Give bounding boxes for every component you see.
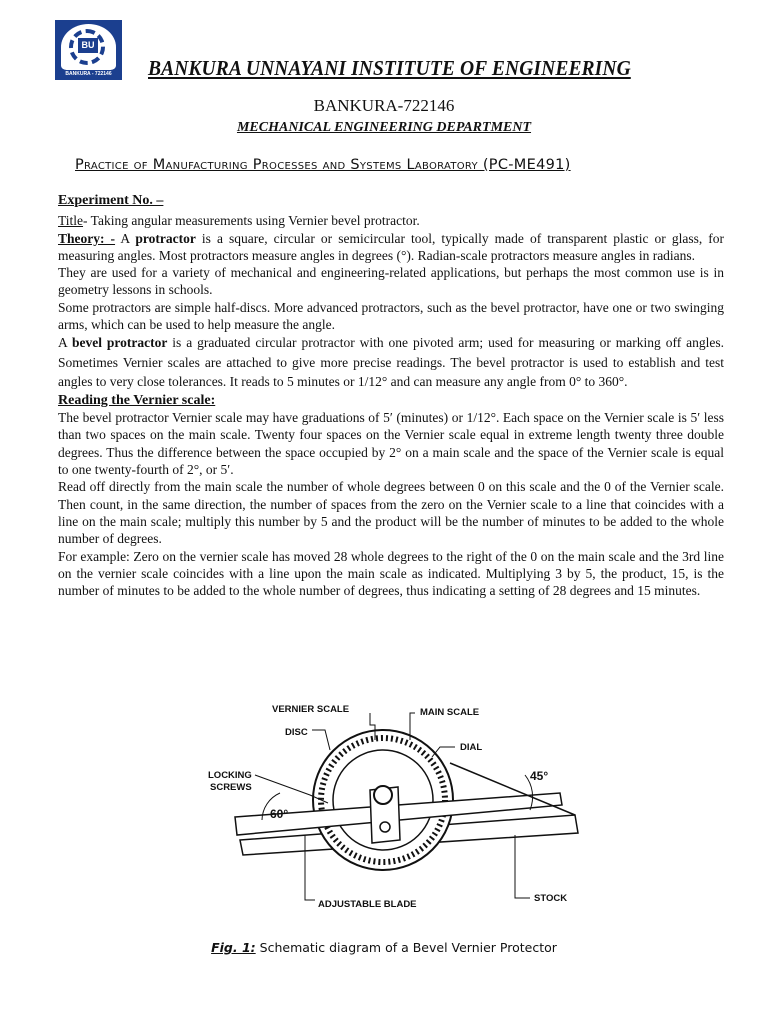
- theory-term: bevel protractor: [71, 335, 168, 351]
- theory-text: is a graduated circular protractor with one pivoted arm; used for measuring or marking off angles. Sometimes Vernier scales are attached to give more precise readings. The bevel protractor is used to establish and test angles to very close tolerances. It reads to 5 minutes or 1/12° and can measure any angle from 0° to 360°.: [58, 335, 725, 390]
- caption-label: Fig. 1:: [211, 940, 256, 955]
- theory-text: A: [115, 230, 136, 246]
- label-vernier-scale: VERNIER SCALE: [272, 704, 350, 715]
- theory-paragraph-3: Some protractors are simple half-discs. More advanced protractors, such as the bevel protractor, have one or two swinging arms, which can be used to help measure the angle.: [58, 299, 724, 333]
- institute-pin: BANKURA-722146: [313, 96, 455, 115]
- label-adjustable-blade: ADJUSTABLE BLADE: [318, 899, 417, 910]
- reading-paragraph-3: For example: Zero on the vernier scale has moved 28 whole degrees to the right of the 0 on the main scale and the 3rd line on the vernier scale coincides with a line upon the main scale as indicated. Multiplying 3 by 5, the product, 15, is the number of minutes to be added to the whole number of degrees, thus indicating a setting of 28 degrees and 15 minutes.: [58, 548, 724, 599]
- label-main-scale: MAIN SCALE: [420, 707, 480, 718]
- reading-paragraph-2: Read off directly from the main scale the number of whole degrees between 0 on this scale and the 0 of the Vernier scale. Then count, in the same direction, the number of spaces from the zero on the Vernier scale to a line that coincides with a line on the main scale; multiply this number by 5 and the product will be the number of minutes to be added to the whole number of degrees.: [58, 479, 724, 547]
- logo-text: BU: [78, 38, 98, 53]
- theory-paragraph-1: [58, 230, 724, 265]
- locking-screw: [380, 822, 390, 832]
- experiment-number: Experiment No. –: [58, 193, 164, 208]
- label-dial: DIAL: [460, 742, 483, 753]
- theory-label: Theory: -: [58, 230, 116, 246]
- title-label: Title: [58, 213, 84, 229]
- label-screws: SCREWS: [210, 782, 252, 793]
- pivot-screw: [374, 786, 392, 804]
- bevel-protractor-diagram: [200, 695, 590, 915]
- experiment-title: [58, 212, 724, 229]
- label-angle-60: 60°: [270, 807, 289, 821]
- theory-paragraph-4: [58, 333, 724, 392]
- label-disc: DISC: [285, 727, 308, 738]
- theory-paragraph-2: They are used for a variety of mechanical and engineering-related applications, but perhaps the most common use is in geometry lessons in schools.: [58, 265, 724, 298]
- theory-text: A: [58, 335, 72, 351]
- institute-logo: [55, 20, 122, 80]
- document-body: [58, 192, 724, 599]
- logo-caption: BANKURA - 722146: [59, 70, 118, 78]
- caption-text: Schematic diagram of a Bevel Vernier Protector: [255, 940, 557, 955]
- lab-title: Practice of Manufacturing Processes and Systems Laboratory (PC-ME491): [75, 157, 571, 173]
- theory-term: protractor: [135, 230, 196, 246]
- theory-text: is a square, circular or semicircular tool, typically made of transparent plastic or glass, for measuring angles. Most protractors measure angles in degrees (°). Radian-scale protractors measure angles in radians.: [58, 230, 725, 263]
- institute-name: BANKURA UNNAYANI INSTITUTE OF ENGINEERING: [148, 56, 631, 80]
- leader-disc: [312, 730, 330, 750]
- reading-heading: Reading the Vernier scale:: [58, 392, 216, 408]
- leader-stock: [515, 835, 530, 898]
- reading-paragraph-1: The bevel protractor Vernier scale may have graduations of 5′ (minutes) or 1/12°. Each space on the Vernier scale is 5′ less than two spaces on the main scale. Twenty four spaces on the Vernier scale equal in extreme length twenty three double degrees. Thus the difference between the space occupied by 2° on a main scale and the space of the Vernier scale is equal to one twenty-fourth of 2°, or 5′.: [58, 410, 724, 478]
- department-name: MECHANICAL ENGINEERING DEPARTMENT: [236, 120, 532, 135]
- figure-caption: [0, 940, 768, 955]
- label-stock: STOCK: [534, 893, 568, 904]
- title-text: - Taking angular measurements using Vernier bevel protractor.: [83, 213, 420, 229]
- label-angle-45: 45°: [530, 769, 549, 783]
- label-locking: LOCKING: [208, 770, 252, 781]
